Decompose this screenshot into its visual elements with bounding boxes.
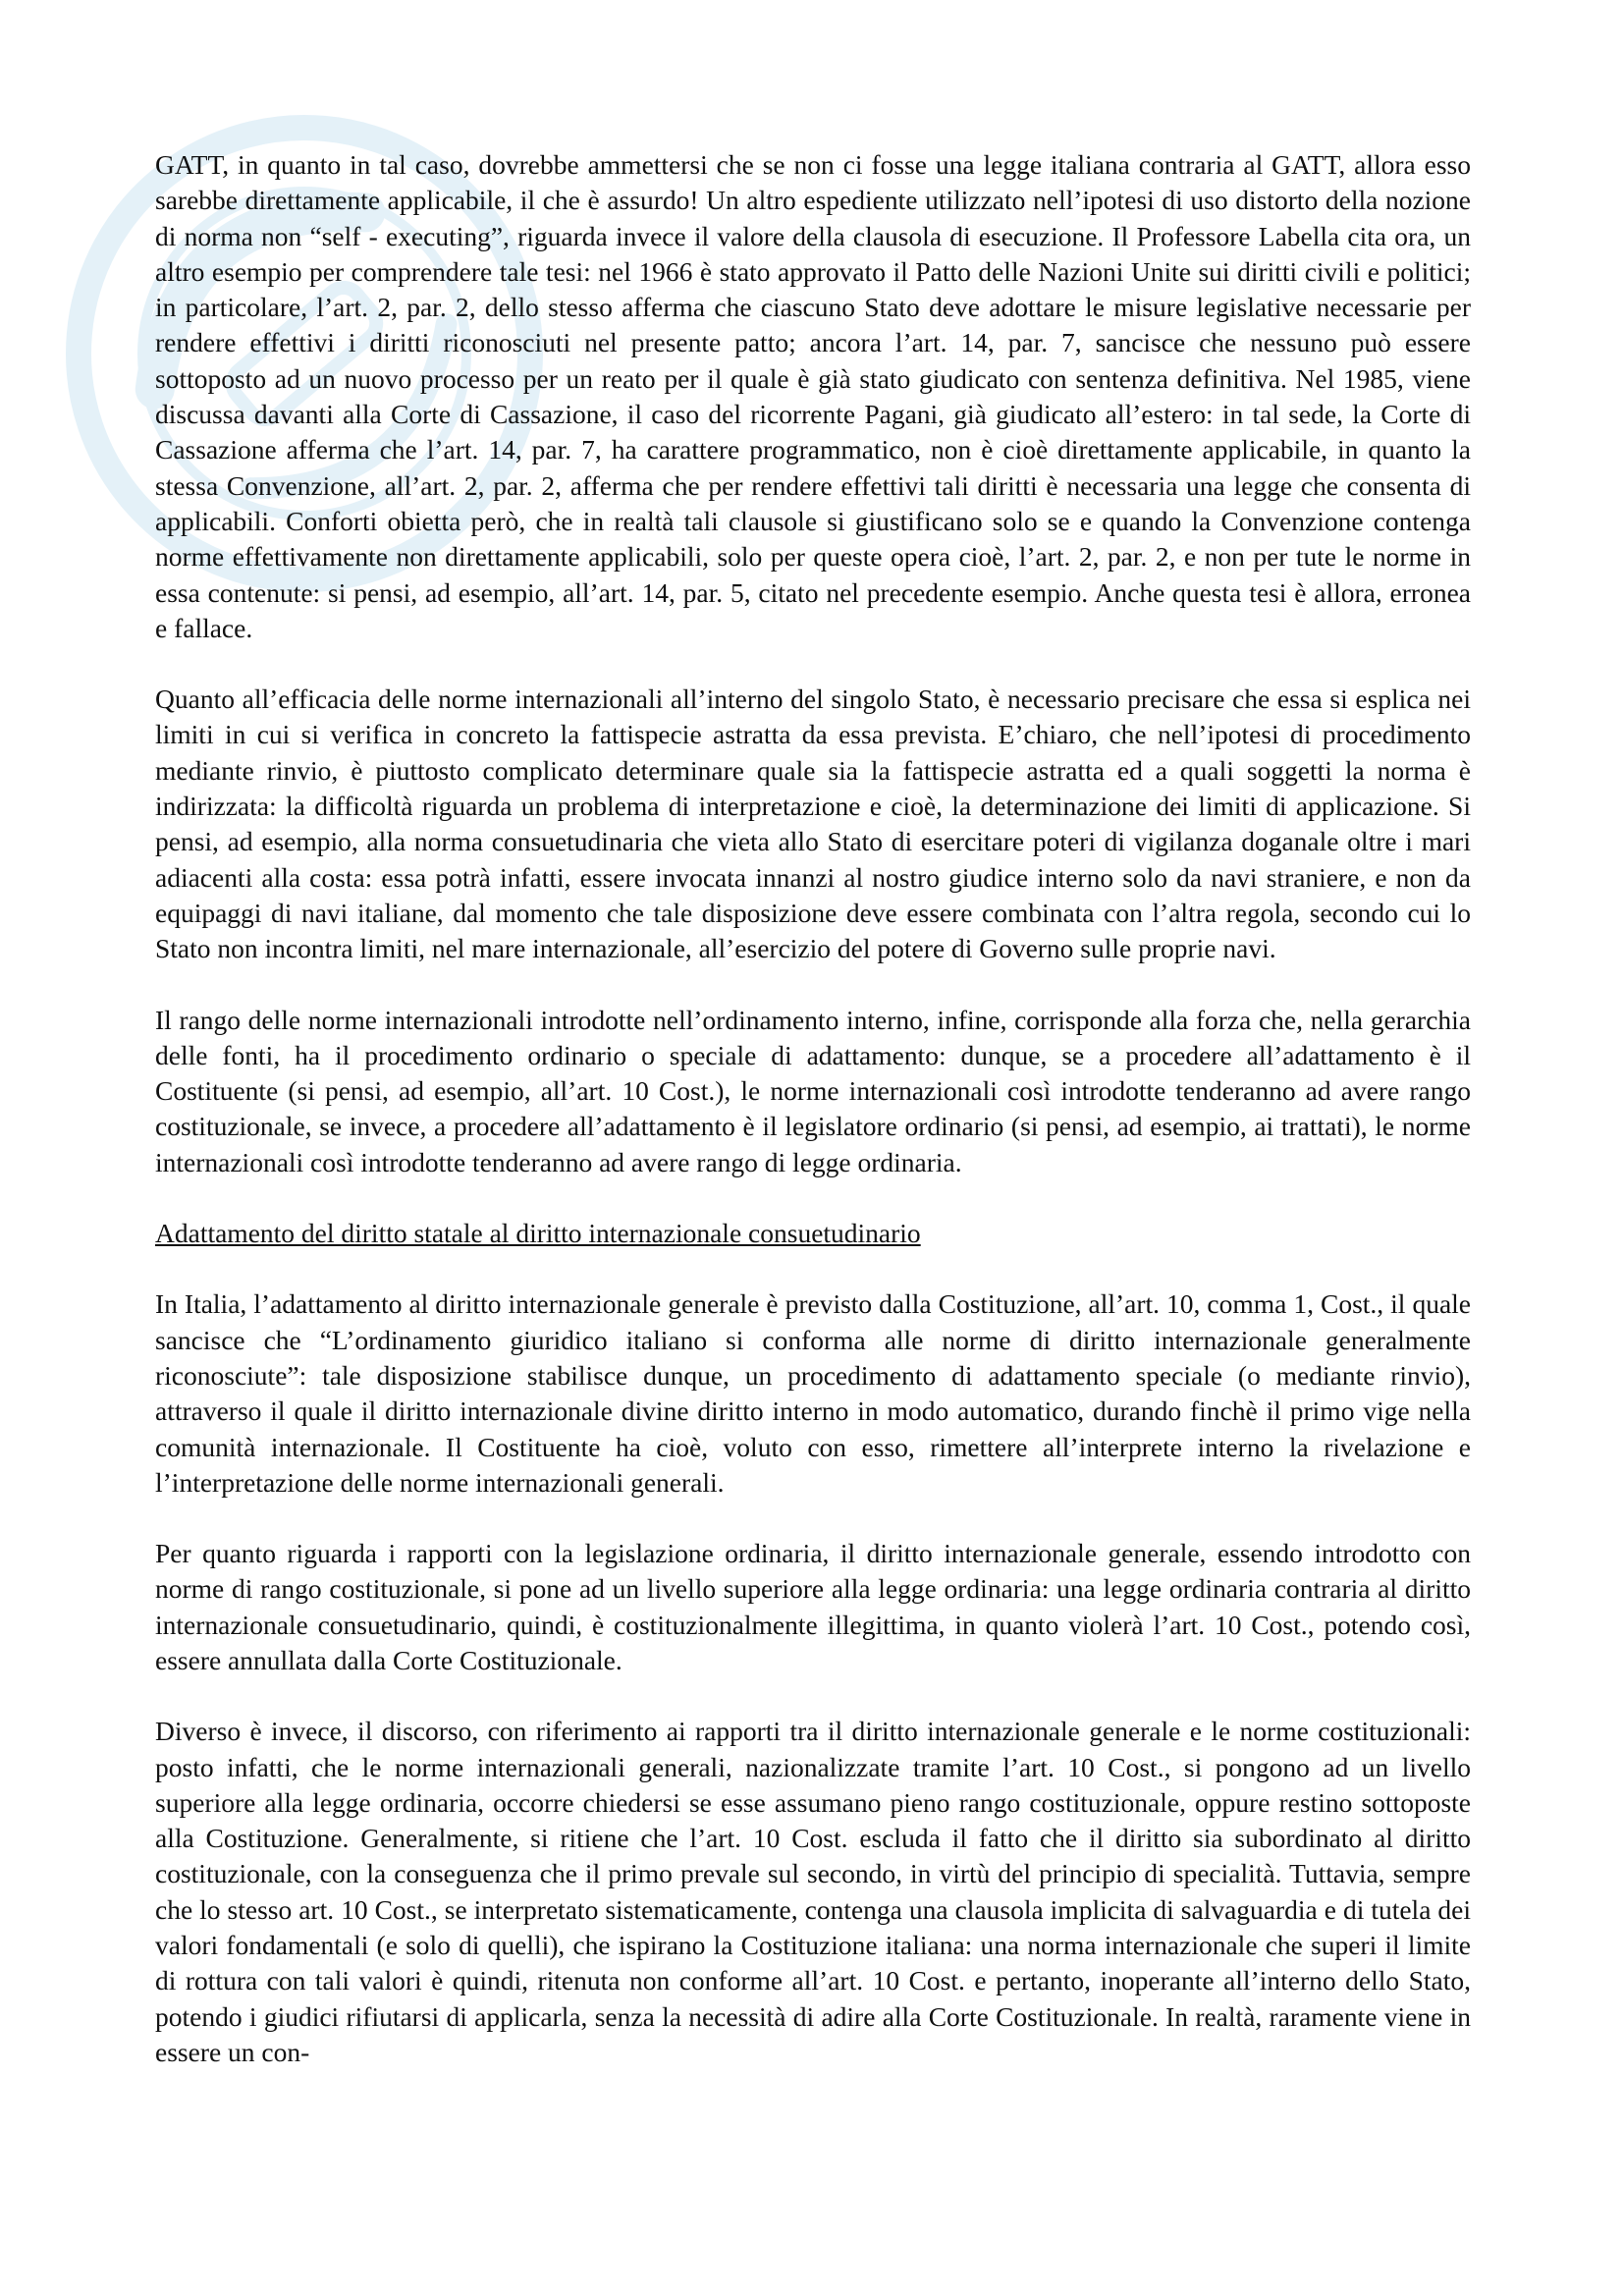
paragraph-efficacia-norme: Quanto all’efficacia delle norme internazionali all’interno del singolo Stato, è necessario precisare che essa si esplica nei limiti in cui si verifica in concreto la fattispecie astratta da essa prevista. E’chiaro, che nell’ipotesi di procedimento mediante rinvio, è piuttosto complicato determinare quale sia la fattispecie astratta ed a quali soggetti la norma è indirizzata: la difficoltà riguarda un problema di interpretazione e cioè, la determinazione dei limiti di applicazione. Si pensi, ad esempio, alla norma consuetudinaria che vieta allo Stato di esercitare poteri di vigilanza doganale oltre i mari adiacenti alla costa: essa potrà infatti, essere invocata innanzi al nostro giudice interno solo da navi straniere, e non da equipaggi di navi italiane, dal momento che tale disposizione deve essere combinata con l’altra regola, secondo cui lo Stato non incontra limiti, nel mare internazionale, all’esercizio del potere di Governo sulle proprie navi. <box>155 683 1471 964</box>
paragraph-gatt-self-executing: GATT, in quanto in tal caso, dovrebbe ammettersi che se non ci fosse una legge italiana contraria al GATT, allora esso sarebbe direttamente applicabile, il che è assurdo! Un altro espediente utilizzato nell’ipotesi di uso distorto della nozione di norma non “self - executing”, riguarda invece il valore della clausola di esecuzione. Il Professore Labella cita ora, un altro esempio per comprendere tale tesi: nel 1966 è stato approvato il Patto delle Nazioni Unite sui diritti civili e politici; in particolare, l’art. 2, par. 2, dello stesso afferma che ciascuno Stato deve adottare le misure legislative necessarie per rendere effettivi i diritti riconosciuti nel presente patto; ancora l’art. 14, par. 7, sancisce che nessuno può essere sottoposto ad un nuovo processo per un reato per il quale è già stato giudicato con sentenza definitiva. Nel 1985, viene discussa davanti alla Corte di Cassazione, il caso del ricorrente Pagani, già giudicato all’estero: in tal sede, la Corte di Cassazione afferma che l’art. 14, par. 7, ha carattere programmatico, non è cioè direttamente applicabile, in quanto la stessa Convenzione, all’art. 2, par. 2, afferma che per rendere effettivi tali diritti è necessaria una legge che consenta di applicabili. Conforti obietta però, che in realtà tali clausole si giustificano solo se e quando la Convenzione contenga norme effettivamente non direttamente applicabili, solo per queste opera cioè, l’art. 2, par. 2, e non per tute le norme in essa contenute: si pensi, ad esempio, all’art. 14, par. 5, citato nel precedente esempio. Anche questa tesi è allora, erronea e fallace. <box>155 149 1471 643</box>
document-page <box>155 147 1471 2105</box>
paragraph-art-10-cost: In Italia, l’adattamento al diritto internazionale generale è previsto dalla Costituzione, all’art. 10, comma 1, Cost., il quale sancisce che “L’ordinamento giuridico italiano si conforma alle norme di diritto internazionale generalmente riconosciute”: tale disposizione stabilisce dunque, un procedimento di adattamento speciale (o mediante rinvio), attraverso il quale il diritto internazionale divine diritto interno in modo automatico, durando finchè il primo vige nella comunità internazionale. Il Costituente ha cioè, voluto con esso, rimettere all’interprete interno la rivelazione e l’interpretazione delle norme internazionali generali. <box>155 1288 1471 1498</box>
paragraph-norme-costituzionali: Diverso è invece, il discorso, con riferimento ai rapporti tra il diritto internazionale generale e le norme costituzionali: posto infatti, che le norme internazionali generali, nazionalizzate tramite l’art. 10 Cost., si pongono ad un livello superiore alla legge ordinaria, occorre chiedersi se esse assumano pieno rango costituzionale, oppure restino sottoposte alla Costituzione. Generalmente, si ritiene che l’art. 10 Cost. escluda il fatto che il diritto sia subordinato al diritto costituzionale, con la conseguenza che il primo prevale sul secondo, in virtù del principio di specialità. Tuttavia, sempre che lo stesso art. 10 Cost., se interpretato sistematicamente, contenga una clausola implicita di salvaguardia e di tutela dei valori fondamentali (e solo di quelli), che ispirano la Costituzione italiana: una norma internazionale che superi il limite di rottura con tali valori è quindi, ritenuta non conforme all’art. 10 Cost. e pertanto, inoperante all’interno dello Stato, potendo i giudici rifiutarsi di applicarla, senza la necessità di adire alla Corte Costituzionale. In realtà, raramente viene in essere un con- <box>155 1716 1471 2067</box>
paragraph-legislazione-ordinaria: Per quanto riguarda i rapporti con la legislazione ordinaria, il diritto internazionale generale, essendo introdotto con norme di rango costituzionale, si pone ad un livello superiore alla legge ordinaria: una legge ordinaria contraria al diritto internazionale consuetudinario, quindi, è costituzionalmente illegittima, in quanto violerà l’art. 10 Cost., potendo così, essere annullata dalla Corte Costituzionale. <box>155 1538 1471 1675</box>
section-heading: Adattamento del diritto statale al diritto internazionale consuetudinario <box>155 1218 921 1249</box>
paragraph-rango-norme: Il rango delle norme internazionali introdotte nell’ordinamento interno, infine, corrisponde alla forza che, nella gerarchia delle fonti, ha il procedimento ordinario o speciale di adattamento: dunque, se a procedere all’adattamento è il Costituente (si pensi, ad esempio, all’art. 10 Cost.), le norme internazionali così introdotte tenderanno ad avere rango costituzionale, se invece, a procedere all’adattamento è il legislatore ordinario (si pensi, ad esempio, ai trattati), le norme internazionali così introdotte tenderanno ad avere rango di legge ordinaria. <box>155 1004 1471 1177</box>
